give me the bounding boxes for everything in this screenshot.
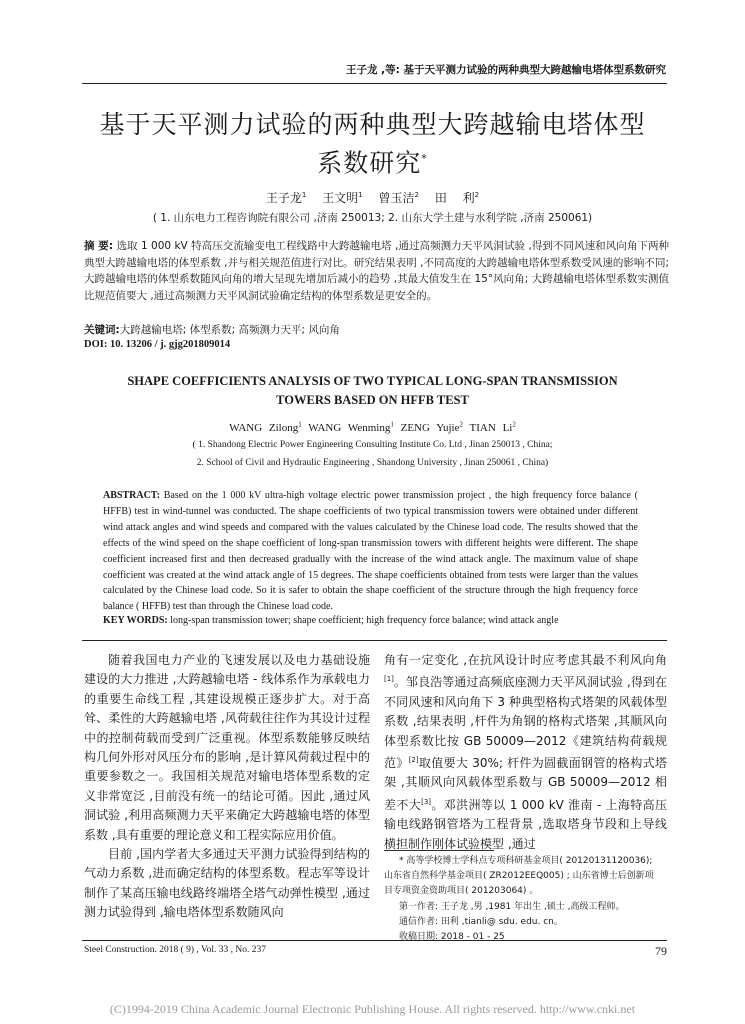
copyright-notice: (C)1994-2019 China Academic Journal Electronic Publishing House. All rights reserved. http://www.cnki.net [109,1002,636,1016]
citation-ref: [3] [421,797,432,806]
citation-ref: [1] [384,675,394,684]
footnote-fund: * 高等学校博士学科点专项科研基金项目( 20120131120036); [399,856,653,866]
author-name-en: WANG Zilong$^1$ [229,420,302,434]
keywords-text-zh: 大跨越输电塔; 体型系数; 高频测力天平; 风向角 [119,324,340,336]
abstract-text-en: Based on the 1 000 kV ultra-high voltage electric power transmission project , the high frequency force balance ( HFFB) test in wind-tunnel was conducted. The shape coefficients of two typical transmission towers were obtained under different wind attack angles and wind speeds and compared with the values calculated by the Chinese load code. The results showed that the effects of the wind speed on the shape coefficient of long-span transmission towers with different heights were different. The shape coefficient increased first and then decreased gradually with the increase of the wind attack angle. The maximum value of shape coefficient was created at the wind attack angle of 15 degrees. The shape coefficients obtained from tests were larger than the values calculated by the Chinese load code. So it is safer to obtain the shape coefficient of the structure through the high frequency force balance ( HFFB) test than through the Chinese load code. [103,490,639,613]
author-name-en: ZENG Yujie$^2$ [400,420,463,434]
keywords-label-en: KEY WORDS: [103,615,168,626]
footnote-fund: 山东省自然科学基金项目( ZR2012EEQ005) ; 山东省博士后创新项 [384,871,654,882]
body-paragraph: 角有一定变化 ,在抗风设计时应考虑其最不利风向角[1]。邹良浩等通过高频底座测力天平风洞试验 ,得到在不同风速和风向角下 3 种典型格构式塔架的风载体型系数 ,结果表明 ,杆件为角钢的格构式塔架 ,其顺风向体型系数比按 GB 50009—2012《建筑结构荷载规范》[2]取值要大 30%; 杆件为圆截面钢管的格构式塔架 ,其顺风向风载体型系数与 GB 50009—2012 相差不大[3]。邓洪洲等以 1 000 kV 淮南 - 上海特高压输电线路钢管塔为工程背景 ,选取塔身节段和上导线横担制作刚体试验模型 ,通过 [384,653,667,851]
title-en-line-2: TOWERS BASED ON HFFB TEST [276,393,469,407]
author-name: 王文明$^1$ [322,191,363,205]
paper-title-en [80,372,665,410]
affiliation-en-2: 2. School of Civil and Hydraulic Engineering , Shandong University , Jinan 250061 , China) [196,458,549,468]
footnote-received: 收稿日期: 2018 - 01 - 25 [399,932,505,943]
author-name-en: WANG Wenming$^1$ [308,420,394,434]
author-list-en [0,420,745,434]
footnote-fund: 目专项资金资助项目( 201203064) 。 [384,886,539,897]
body-column-right [384,651,667,854]
footnotes [384,854,667,945]
title-line-2-text: 系数研究 [317,148,422,178]
keywords-zh [84,322,669,337]
keywords-label-zh: 关键词: [84,324,120,336]
title-en-line-1: SHAPE COEFFICIENTS ANALYSIS OF TWO TYPICAL LONG-SPAN TRANSMISSION [127,374,618,388]
author-name: 曾玉洁$^2$ [378,191,419,205]
footnote-rule [384,850,494,851]
abstract-label-zh: 摘 要: [84,240,114,252]
running-head: 王子龙 ,等: 基于天平测力试验的两种典型大跨越输电塔体型系数研究 [346,64,666,76]
section-rule [82,640,667,641]
page-number: 79 [655,944,667,958]
journal-info: Steel Construction. 2018 ( 9) , Vol. 33 , No. 237 [84,945,266,955]
title-line-1: 基于天平测力试验的两种典型大跨越输电塔体型 [99,110,646,139]
body-paragraph: 随着我国电力产业的飞速发展以及电力基础设施建设的大力推进 ,大跨越输电塔 - 线体系作为承载电力的重要生命线工程 ,其建设规模正逐步扩大。对于高耸、柔性的大跨越输电塔 ,风荷载往往作为其设计过程中的控制荷载而受到广泛重视。体型系数能够反映结构几何外形对风压分布的影响 ,是计算风荷载过程中的重要参数之一。我国相关规范对输电塔体型系数的定义非常宽泛 ,目前没有统一的结论可循。因此 ,通过风洞试验 ,利用高频测力天平来确定大跨越输电塔的体型系数 ,具有重要的理论意义和工程实际应用价值。 [84,653,370,842]
author-name: 王子龙$^1$ [265,191,307,205]
affiliation-zh: ( 1. 山东电力工程咨询院有限公司 ,济南 250013; 2. 山东大学土建与水利学院 ,济南 250061) [152,212,593,224]
footnote-first-author: 第一作者: 王子龙 ,男 ,1981 年出生 ,硕士 ,高级工程师。 [399,901,625,912]
body-column-left [84,651,370,923]
title-footnote-mark: * [421,152,428,165]
abstract-zh [84,238,669,304]
body-paragraph: 目前 ,国内学者大多通过天平测力试验得到结构的气动力系数 ,进而确定结构的体型系数。程志军等设计制作了某高压输电线路终端塔全塔气动弹性模型 ,通过测力试验得到 ,输电塔体型系数随风向 [84,847,370,920]
abstract-text-zh: 选取 1 000 kV 特高压交流输变电工程线路中大跨越输电塔 ,通过高频测力天平风洞试验 ,得到不同风速和风向角下两种典型大跨越输电塔的体型系数 ,并与相关规范值进行对比。研究结果表明 ,不同高度的大跨越输电塔体型系数受风速的影响不同; 大跨越输电塔的体型系数随风向角的增大呈现先增加后减小的趋势 ,其最大值发生在 15°风向角; 大跨越输电塔体型系数实测值比规范值要大 ,通过高频测力天平风洞试验确定结构的体型系数是更安全的。 [84,240,670,302]
citation-ref: [2] [408,756,419,765]
author-name: 田 利$^2$ [434,191,480,205]
header-rule [82,83,667,84]
title-line-2 [60,142,685,180]
abstract-label-en: ABSTRACT: [103,490,161,501]
author-name-en: TIAN Li$^2$ [469,420,516,434]
abstract-en [103,488,638,615]
footer-rule [82,940,667,941]
keywords-text-en: long-span transmission tower; shape coefficient; high frequency force balance; wind attack angle [170,615,559,626]
affiliation-en-1: ( 1. Shandong Electric Power Engineering Consulting Institute Co. Ltd , Jinan 250013 , China; [192,440,553,450]
author-list-zh [0,189,745,206]
footnote-contact: 通信作者: 田利 ,tianli@ sdu. edu. cn。 [399,916,563,927]
paper-title-zh [60,108,685,180]
doi: DOI: 10. 13206 / j. gjg201809014 [84,339,231,350]
keywords-en [103,615,638,626]
